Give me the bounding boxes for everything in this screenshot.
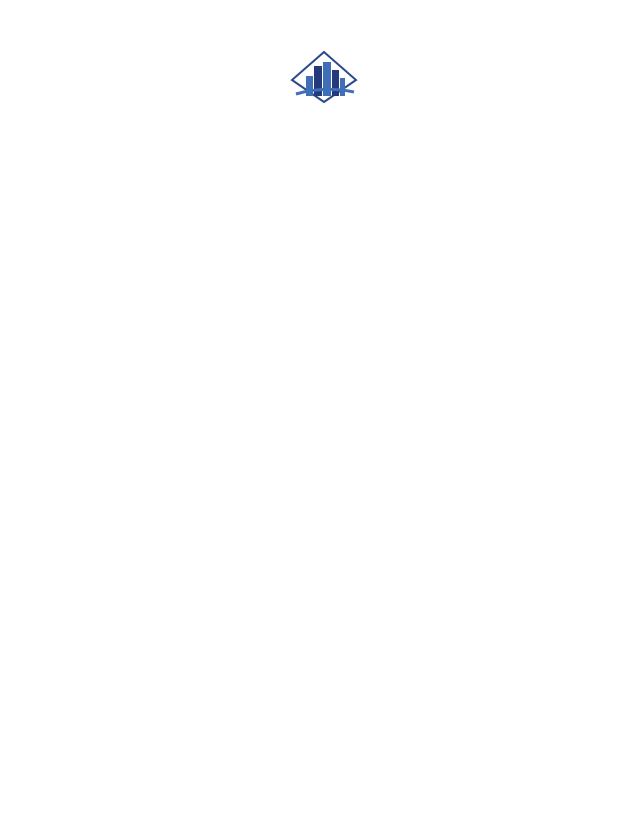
school-of-pe-logo-icon xyxy=(278,50,370,104)
school-of-pe-logo xyxy=(278,50,370,122)
